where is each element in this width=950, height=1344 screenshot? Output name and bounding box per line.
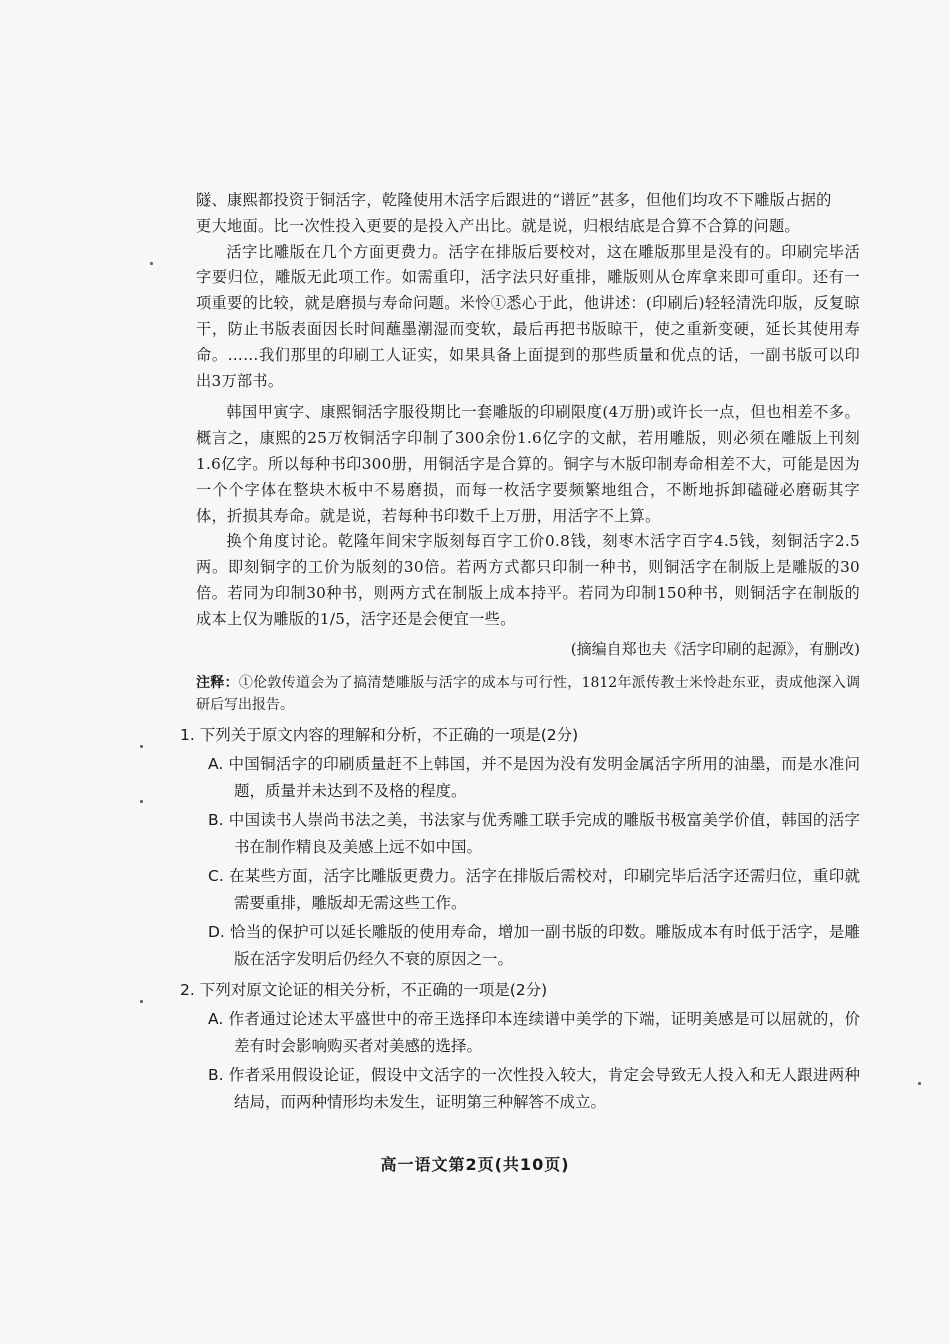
option-c: C. 在某些方面，活字比雕版更费力。活字在排版后需校对，印刷完毕后活字还需归位，重印就需要重排，雕版却无需这些工作。 bbox=[208, 866, 860, 912]
scan-speck bbox=[150, 262, 153, 265]
annotation bbox=[196, 672, 860, 716]
passage-paragraph-1 bbox=[196, 188, 860, 240]
question-1 bbox=[180, 722, 860, 973]
question-2 bbox=[180, 977, 860, 1116]
scan-speck bbox=[140, 745, 143, 748]
passage-paragraph-2: 活字比雕版在几个方面更费力。活字在排版后要校对，这在雕版那里是没有的。印刷完毕活字要归位，雕版无此项工作。如需重印，活字法只好重排，雕版则从仓库拿来即可重印。还有一项重要的比较，就是磨损与寿命问题。米怜①悉心于此，他讲述：(印刷后)轻轻清洗印版，反复晾干，防止书版表面因长时间蘸墨潮湿而变软，最后再把书版晾干，使之重新变硬，延长其使用寿命。……我们那里的印刷工人证实，如果具备上面提到的那些质量和优点的话，一副书版可以印出3万部书。 bbox=[196, 242, 860, 390]
option-d: D. 恰当的保护可以延长雕版的使用寿命，增加一副书版的印数。雕版成本有时低于活字，是雕版在活字发明后仍经久不衰的原因之一。 bbox=[208, 922, 860, 968]
option-a: A. 作者通过论述太平盛世中的帝王选择印本连续谱中美学的下端，证明美感是可以屈就的，价差有时会影响购买者对美感的选择。 bbox=[208, 1009, 860, 1055]
passage-paragraph-3: 韩国甲寅字、康熙铜活字服役期比一套雕版的印刷限度(4万册)或许长一点，但也相差不多。概言之，康熙的25万枚铜活字印制了300余份1.6亿字的文献，若用雕版，则必须在雕版上刊刻1.6亿字。所以每种书印300册，用铜活字是合算的。铜字与木版印制寿命相差不大，可能是因为一个个字体在整块木板中不易磨损，而每一枚活字要频繁地组合，不断地拆卸磕碰必磨砺其字体，折损其寿命。就是说，若每种书印数千上万册，用活字不上算。 bbox=[196, 403, 860, 525]
option-b: B. 中国读书人崇尚书法之美，书法家与优秀雕工联手完成的雕版书极富美学价值，韩国的活字书在制作精良及美感上远不如中国。 bbox=[208, 810, 860, 856]
passage-line: 更大地面。比一次性投入更要的是投入产出比。就是说，归根结底是合算不合算的问题。 bbox=[196, 216, 801, 235]
annotation-text: ①伦敦传道会为了搞清楚雕版与活字的成本与可行性，1812年派传教士米怜赴东亚，责成他深入调研后写出报告。 bbox=[196, 674, 860, 713]
scan-speck bbox=[918, 1082, 921, 1085]
passage-paragraph-4: 换个角度讨论。乾隆年间宋字版刻每百字工价0.8钱，刻枣木活字百字4.5钱，刻铜活字2.5两。即刻铜字的工价为版刻的30倍。若两方式都只印制一种书，则铜活字在制版上是雕版的30倍。若同为印制30种书，则两方式在制版上成本持平。若同为印制150种书，则铜活字在制版的成本上仅为雕版的1/5，活字还是会便宜一些。 bbox=[196, 532, 860, 628]
passage-line: 隧、康熙都投资于铜活字，乾隆使用木活字后跟进的“谱匠”甚多，但他们均攻不下雕版占据的 bbox=[196, 191, 832, 209]
annotation-label: 注释： bbox=[196, 674, 239, 691]
option-b: B. 作者采用假设论证，假设中文活字的一次性投入较大，肯定会导致无人投入和无人跟进两种结局，而两种情形均未发生，证明第三种解答不成立。 bbox=[208, 1065, 860, 1111]
page-content bbox=[180, 188, 860, 1116]
passage-source: (摘编自郑也夫《活字印刷的起源》，有删改) bbox=[570, 639, 860, 658]
scan-speck bbox=[140, 1000, 143, 1003]
question-stem: 2. 下列对原文论证的相关分析，不正确的一项是(2分) bbox=[180, 980, 548, 999]
question-stem: 1. 下列关于原文内容的理解和分析，不正确的一项是(2分) bbox=[180, 725, 579, 744]
option-a: A. 中国铜活字的印刷质量赶不上韩国，并不是因为没有发明金属活字所用的油墨，而是水准问题，质量并未达到不及格的程度。 bbox=[208, 754, 860, 800]
page-footer: 高一语文第2页(共10页) bbox=[380, 1155, 570, 1174]
scan-speck bbox=[140, 800, 143, 803]
